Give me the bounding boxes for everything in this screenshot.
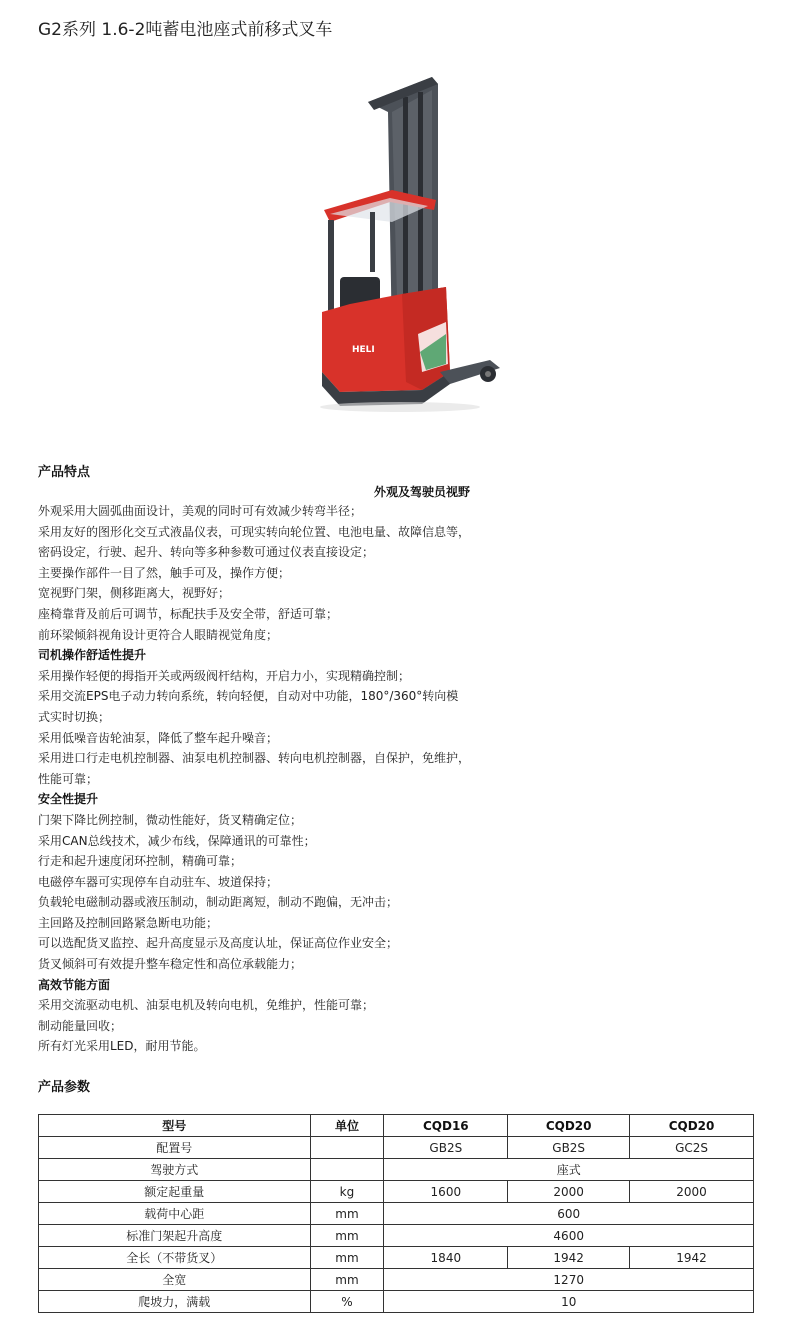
- page-title: G2系列 1.6-2吨蓄电池座式前移式叉车: [38, 20, 333, 40]
- table-cell: mm: [310, 1269, 384, 1291]
- table-cell: 标准门架起升高度: [39, 1225, 311, 1247]
- table-header-cell: 单位: [310, 1115, 384, 1137]
- feature-line: 座椅靠背及前后可调节，标配扶手及安全带，舒适可靠；: [38, 606, 339, 621]
- feature-line: 前环梁倾斜视角设计更符合人眼睛视觉角度；: [38, 627, 279, 642]
- table-cell: mm: [310, 1203, 384, 1225]
- brand-logo: HELI: [352, 345, 375, 355]
- feature-line: 密码设定，行驶、起升、转向等多种参数可通过仪表直接设定；: [38, 545, 375, 560]
- table-cell: 载荷中心距: [39, 1203, 311, 1225]
- table-cell: 2000: [508, 1181, 630, 1203]
- table-row: [39, 1181, 754, 1203]
- table-cell: 1270: [384, 1269, 754, 1291]
- table-header-cell: CQD16: [384, 1115, 508, 1137]
- feature-line: 性能可靠；: [38, 771, 99, 786]
- table-row: [39, 1269, 754, 1291]
- table-cell: 额定起重量: [39, 1181, 311, 1203]
- table-header-cell: 型号: [39, 1115, 311, 1137]
- table-header-cell: CQD20: [508, 1115, 630, 1137]
- table-cell: mm: [310, 1247, 384, 1269]
- table-cell: 座式: [384, 1159, 754, 1181]
- table-cell: kg: [310, 1181, 384, 1203]
- feature-line: 所有灯光采用LED，耐用节能。: [38, 1039, 206, 1054]
- feature-line: 门架下降比例控制，微动性能好，货叉精确定位；: [38, 812, 303, 827]
- table-cell: 10: [384, 1291, 754, 1313]
- table-cell: 全长（不带货叉）: [39, 1247, 311, 1269]
- feature-line: 式实时切换；: [38, 709, 111, 724]
- table-cell: 全宽: [39, 1269, 311, 1291]
- table-cell: mm: [310, 1225, 384, 1247]
- table-row: [39, 1159, 754, 1181]
- table-row: [39, 1291, 754, 1313]
- table-row: [39, 1203, 754, 1225]
- table-row: [39, 1137, 754, 1159]
- feature-line: 采用交流EPS电子动力转向系统，转向轻便，自动对中功能，180°/360°转向模: [38, 689, 459, 704]
- table-cell: 1942: [508, 1247, 630, 1269]
- forklift-image: [310, 72, 510, 412]
- table-cell: 1600: [384, 1181, 508, 1203]
- feature-subheading: 高效节能方面: [38, 977, 111, 992]
- feature-line: 电磁停车器可实现停车自动驻车、坡道保持；: [38, 874, 279, 889]
- appearance-heading: 外观及驾驶员视野: [374, 485, 471, 499]
- features-section-title: 产品特点: [38, 465, 91, 480]
- table-cell: 600: [384, 1203, 754, 1225]
- table-cell: GC2S: [630, 1137, 754, 1159]
- table-cell: [310, 1159, 384, 1181]
- table-cell: [310, 1137, 384, 1159]
- feature-line: 宽视野门架，侧移距离大，视野好；: [38, 586, 231, 601]
- table-cell: 1840: [384, 1247, 508, 1269]
- feature-line: 制动能量回收；: [38, 1018, 123, 1033]
- feature-line: 可以选配货叉监控、起升高度显示及高度认址，保证高位作业安全；: [38, 936, 399, 951]
- feature-line: 主要操作部件一目了然，触手可及，操作方便；: [38, 565, 291, 580]
- table-cell: 驾驶方式: [39, 1159, 311, 1181]
- table-cell: 2000: [630, 1181, 754, 1203]
- feature-line: 采用进口行走电机控制器、油泵电机控制器、转向电机控制器，自保护，免维护，: [38, 751, 471, 766]
- feature-line: 采用交流驱动电机、油泵电机及转向电机，免维护，性能可靠；: [38, 998, 375, 1013]
- feature-line: 负载轮电磁制动器或液压制动，制动距离短，制动不跑偏，无冲击；: [38, 895, 399, 910]
- table-cell: %: [310, 1291, 384, 1313]
- feature-line: 采用低噪音齿轮油泵，降低了整车起升噪音；: [38, 730, 279, 745]
- feature-line: 外观采用大圆弧曲面设计，美观的同时可有效减少转弯半径；: [38, 504, 363, 518]
- feature-subheading: 安全性提升: [38, 792, 99, 807]
- feature-subheading: 司机操作舒适性提升: [38, 648, 147, 663]
- table-cell: 4600: [384, 1225, 754, 1247]
- table-row: [39, 1247, 754, 1269]
- feature-line: 采用友好的图形化交互式液晶仪表，可现实转向轮位置、电池电量、故障信息等，: [38, 524, 471, 539]
- feature-list: [38, 501, 478, 1057]
- feature-line: 采用操作轻便的拇指开关或两级阀杆结构，开启力小，实现精确控制；: [38, 668, 411, 683]
- forklift-illustration: [310, 72, 510, 412]
- table-cell: GB2S: [384, 1137, 508, 1159]
- table-row: [39, 1225, 754, 1247]
- params-table: [38, 1114, 754, 1313]
- feature-line: 主回路及控制回路紧急断电功能；: [38, 915, 219, 930]
- feature-line: 采用CAN总线技术，减少布线，保障通讯的可靠性；: [38, 833, 316, 848]
- params-section-title: 产品参数: [38, 1080, 91, 1095]
- table-cell: 爬坡力，满载: [39, 1291, 311, 1313]
- params-table-header: [39, 1115, 754, 1137]
- table-cell: GB2S: [508, 1137, 630, 1159]
- table-header-cell: CQD20: [630, 1115, 754, 1137]
- feature-line: 行走和起升速度闭环控制，精确可靠；: [38, 854, 243, 869]
- table-cell: 配置号: [39, 1137, 311, 1159]
- feature-line: 货叉倾斜可有效提升整车稳定性和高位承载能力；: [38, 957, 303, 972]
- table-cell: 1942: [630, 1247, 754, 1269]
